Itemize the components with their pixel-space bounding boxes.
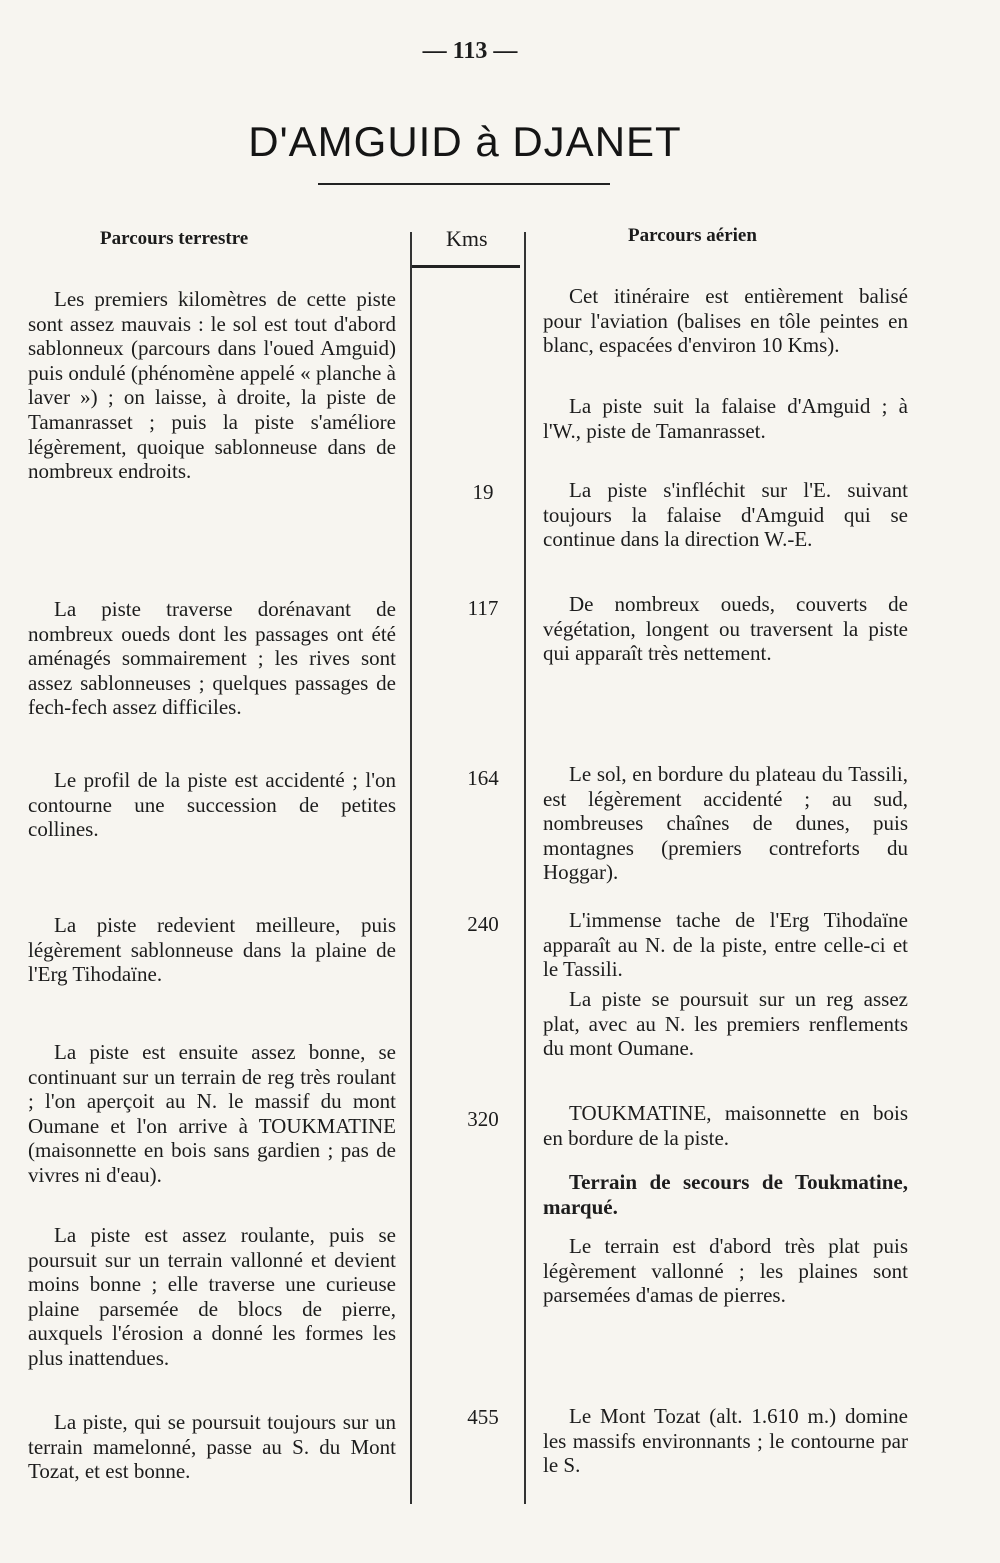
header-kms: Kms <box>446 226 488 251</box>
header-parcours-terrestre: Parcours terrestre <box>100 228 249 249</box>
page-title: D'AMGUID à DJANET <box>248 118 682 165</box>
left-paragraph-7: La piste, qui se poursuit toujours sur un terrain mamelonné, passe au S. du Mont Tozat, et est bonne. <box>28 1410 396 1484</box>
right-paragraph-3: La piste s'infléchit sur l'E. suivant toujours la falaise d'Amguid qui se continue dans la direction W.-E. <box>543 478 908 552</box>
right-paragraph-2: La piste suit la falaise d'Amguid ; à l'W., piste de Tamanrasset. <box>543 394 908 443</box>
right-paragraph-7: La piste se poursuit sur un reg assez plat, avec au N. les premiers renflements du mont Oumane. <box>543 987 908 1061</box>
kms-header-rule <box>410 265 520 268</box>
km-value: 240 <box>467 912 499 936</box>
left-paragraph-6: La piste est assez roulante, puis se poursuit sur un terrain vallonné et devient moins bonne ; elle traverse une curieuse plaine parsemée de blocs de pierre, auxquels l'érosion a donné les formes les plus inattendues. <box>28 1223 396 1370</box>
km-value: 320 <box>467 1107 499 1131</box>
right-paragraph-6: L'immense tache de l'Erg Tihodaïne apparaît au N. de la piste, entre celle-ci et le Tassili. <box>543 908 908 982</box>
left-paragraph-2: La piste traverse dorénavant de nombreux oueds dont les passages ont été aménagés sommairement ; les rives sont assez sablonneuses ; quelques passages de fech-fech assez difficiles. <box>28 597 396 720</box>
page-number: — 113 — <box>422 38 518 64</box>
right-paragraph-5: Le sol, en bordure du plateau du Tassili, est légèrement accidenté ; au sud, nombreuses chaînes de dunes, puis montagnes (premiers contreforts du Hoggar). <box>543 762 908 885</box>
right-paragraph-11: Le Mont Tozat (alt. 1.610 m.) domine les massifs environnants ; le contourne par le S. <box>543 1404 908 1478</box>
header-parcours-aerien: Parcours aérien <box>628 225 757 246</box>
left-paragraph-3: Le profil de la piste est accidenté ; l'on contourne une succession de petites collines. <box>28 768 396 842</box>
title-rule <box>318 183 610 185</box>
column-divider-right <box>524 232 526 1504</box>
km-value: 117 <box>467 596 499 620</box>
right-paragraph-9: Terrain de secours de Toukmatine, marqué. <box>543 1170 908 1219</box>
km-value: 19 <box>472 480 494 504</box>
left-paragraph-1: Les premiers kilomètres de cette piste sont assez mauvais : le sol est tout d'abord sablonneux (parcours dans l'oued Amguid) puis ondulé (phénomène appelé « planche à laver ») ; on laisse, à droite, la piste de Tamanrasset ; puis la piste s'améliore légèrement, quoique sablonneuse dans de nombreux endroits. <box>28 287 396 484</box>
km-value: 455 <box>467 1405 499 1429</box>
right-paragraph-1: Cet itinéraire est entièrement balisé pour l'aviation (balises en tôle peintes en blanc, espacées d'environ 10 Kms). <box>543 284 908 358</box>
right-paragraph-4: De nombreux oueds, couverts de végétation, longent ou traversent la piste qui apparaît très nettement. <box>543 592 908 666</box>
right-paragraph-8: TOUKMATINE, maisonnette en bois en bordure de la piste. <box>543 1101 908 1150</box>
column-divider-left <box>410 232 412 1504</box>
right-paragraph-10: Le terrain est d'abord très plat puis légèrement vallonné ; les plaines sont parsemées d'amas de pierres. <box>543 1234 908 1308</box>
left-paragraph-4: La piste redevient meilleure, puis légèrement sablonneuse dans la plaine de l'Erg Tihodaïne. <box>28 913 396 987</box>
left-paragraph-5: La piste est ensuite assez bonne, se continuant sur un terrain de reg très roulant ; l'on aperçoit au N. le massif du mont Oumane et l'on arrive à TOUKMATINE (maisonnette en bois sans gardien ; pas de vivres ni d'eau). <box>28 1040 396 1187</box>
km-value: 164 <box>467 766 499 790</box>
